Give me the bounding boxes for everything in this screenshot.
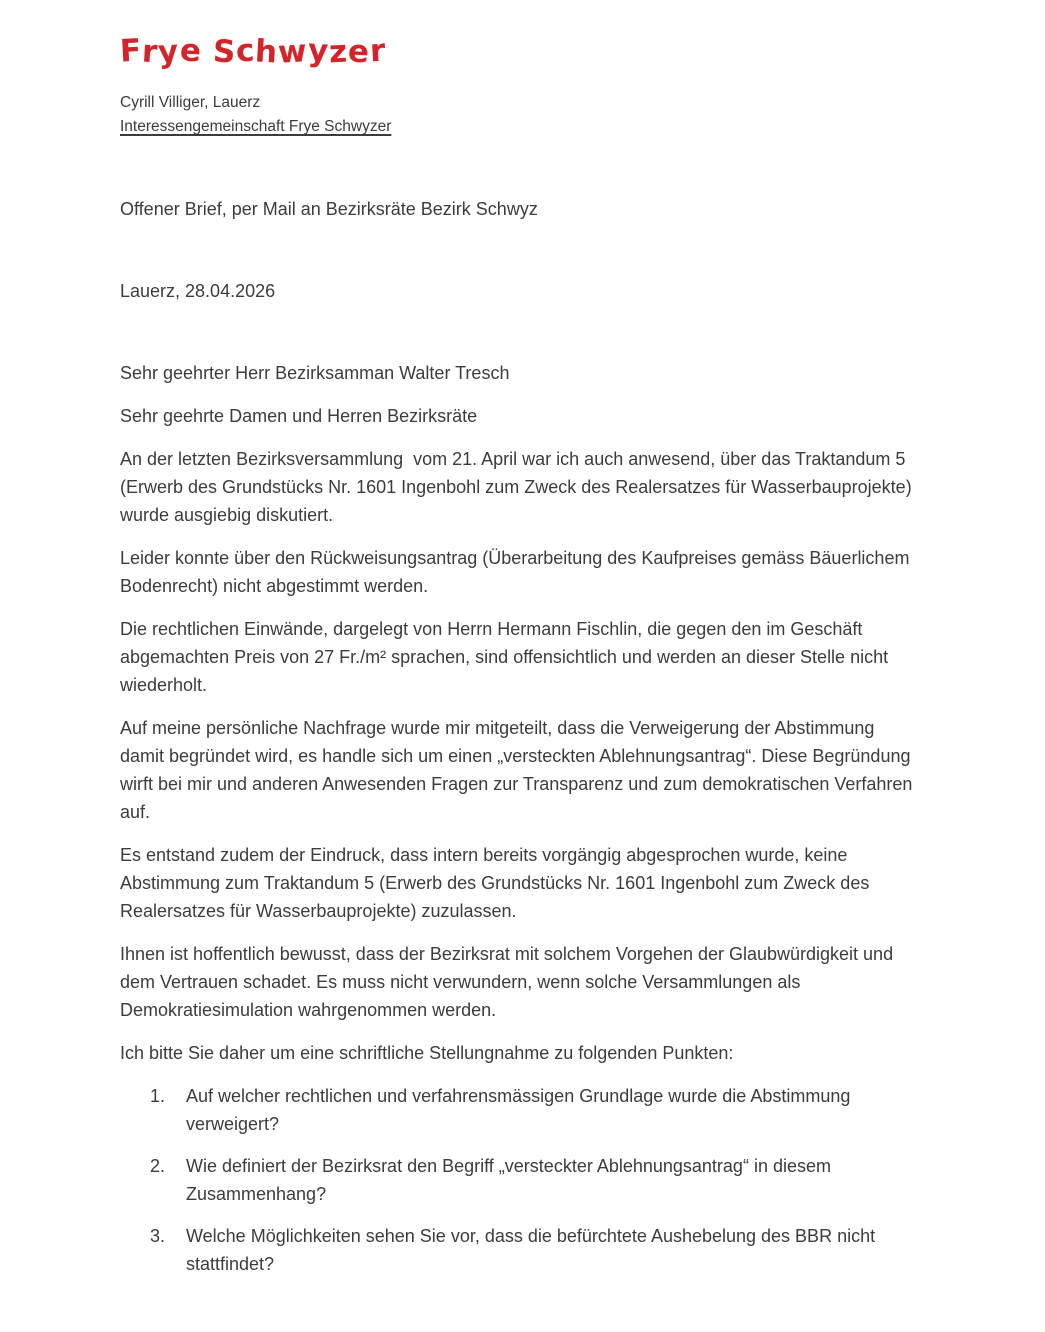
- logo-letter: F: [119, 32, 144, 70]
- logo-letter: w: [277, 33, 309, 71]
- logo-letter: y: [307, 32, 331, 70]
- paragraph: Leider konnte über den Rückweisungsantrag (Überarbeitung des Kaufpreises gemäss Bäuerlichem Bodenrecht) nicht abgestimmt werden.: [120, 548, 915, 596]
- logo-letter: S: [211, 33, 237, 71]
- question-list: [120, 1082, 917, 1278]
- logo-letter: h: [254, 33, 280, 71]
- logo-letter: c: [234, 32, 257, 70]
- sender-name: Cyrill Villiger, Lauerz: [120, 94, 261, 111]
- subject-line: Offener Brief, per Mail an Bezirksräte Bezirk Schwyz: [120, 199, 538, 219]
- question-text: Auf welcher rechtlichen und verfahrensmässigen Grundlage wurde die Abstimmung verweigert?: [186, 1086, 856, 1134]
- question-number: 2.: [150, 1156, 166, 1176]
- logo-letter: e: [178, 32, 203, 70]
- frye-schwyzer-logo: [120, 33, 917, 71]
- paragraph: Es entstand zudem der Eindruck, dass intern bereits vorgängig abgesprochen wurde, keine Abstimmung zum Traktandum 5 (Erwerb des Grundstücks Nr. 1601 Ingenbohl zum Zweck des Realersatzes für Wasserbauprojekte) zuzulassen.: [120, 845, 875, 921]
- question-list-item: [150, 1082, 917, 1138]
- letter-body: [120, 445, 917, 1067]
- paragraph: Ich bitte Sie daher um eine schriftliche Stellungnahme zu folgenden Punkten:: [120, 1043, 734, 1063]
- paragraph: Die rechtlichen Einwände, dargelegt von Herrn Hermann Fischlin, die gegen den im Geschäft abgemachten Preis von 27 Fr./m² sprachen, sind offensichtlich und werden an dieser Stelle nicht wiederholt.: [120, 619, 894, 695]
- logo-letter: z: [328, 33, 350, 71]
- question-number: 1.: [150, 1086, 166, 1106]
- question-text: Welche Möglichkeiten sehen Sie vor, dass die befürchtete Aushebelung des BBR nicht stattfindet?: [186, 1226, 881, 1274]
- question-number: 3.: [150, 1226, 166, 1246]
- logo-letter: [202, 62, 213, 63]
- question-text: Wie definiert der Bezirksrat den Begriff „versteckter Ablehnungsantrag“ in diesem Zusammenhang?: [186, 1156, 836, 1204]
- paragraph: An der letzten Bezirksversammlung vom 21. April war ich auch anwesend, über das Traktandum 5 (Erwerb des Grundstücks Nr. 1601 Ingenbohl zum Zweck des Realersatzes für Wasserbauprojekte) wurde ausgiebig diskutiert.: [120, 449, 917, 525]
- salutation-line-2: Sehr geehrte Damen und Herren Bezirksräte: [120, 406, 478, 426]
- logo-letter: r: [141, 33, 160, 71]
- salutation-block: [120, 359, 917, 430]
- letterhead: [120, 33, 917, 139]
- question-list-item: [150, 1152, 917, 1208]
- logo-letter: e: [347, 33, 372, 71]
- place-date-line: Lauerz, 28.04.2026: [120, 281, 276, 301]
- salutation-line-1: Sehr geehrter Herr Bezirksamman Walter Tresch: [120, 363, 510, 383]
- question-list-item: [150, 1222, 917, 1278]
- logo-letter: y: [157, 33, 181, 71]
- paragraph: Ihnen ist hoffentlich bewusst, dass der Bezirksrat mit solchem Vorgehen der Glaubwürdigkeit und dem Vertrauen schadet. Es muss nicht verwundern, wenn solche Versammlungen als Demokratiesimulation wahrgenommen werden.: [120, 944, 899, 1020]
- paragraph: Auf meine persönliche Nachfrage wurde mir mitgeteilt, dass die Verweigerung der Abstimmung damit begründet wird, es handle sich um einen „versteckten Ablehnungsantrag“. Diese Begründung wirft bei mir und anderen Anwesenden Fragen zur Transparenz und zum demokratischen Verfahren auf.: [120, 718, 918, 822]
- logo-letter: r: [369, 32, 388, 70]
- sender-organization: Interessengemeinschaft Frye Schwyzer: [120, 118, 392, 135]
